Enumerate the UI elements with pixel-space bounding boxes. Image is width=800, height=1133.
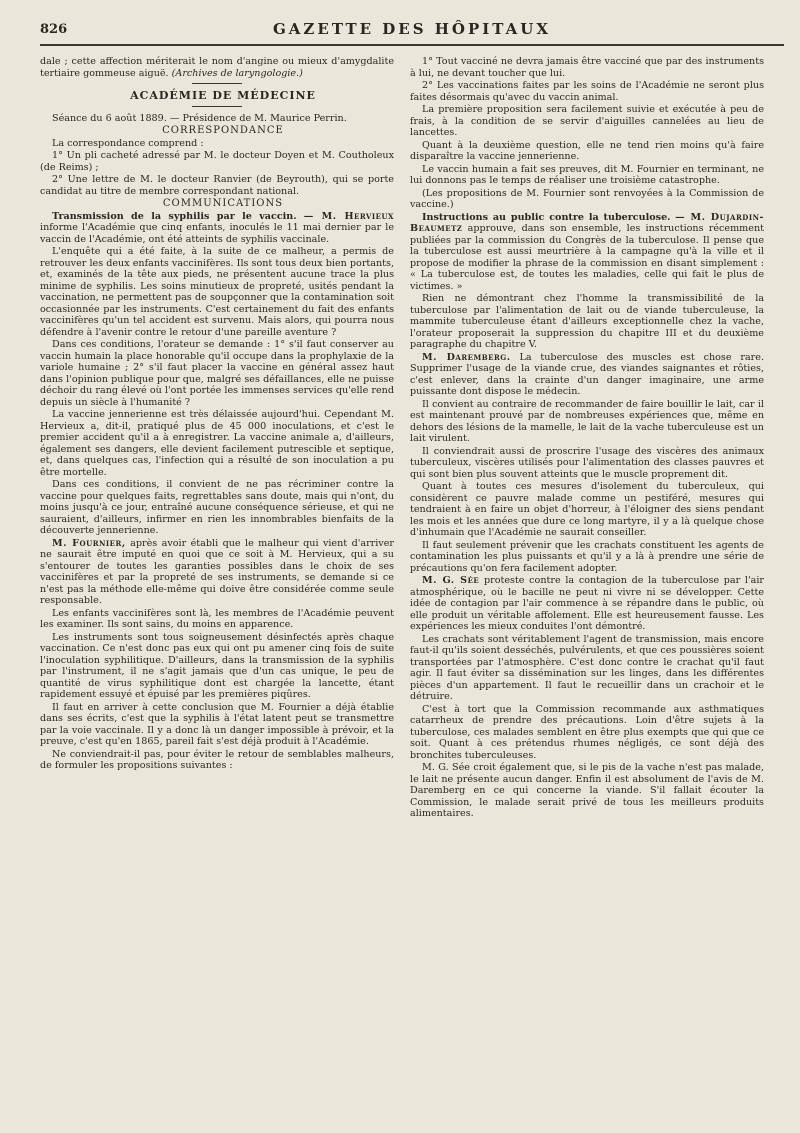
article-heading: Transmission de la syphilis par le vaccin. <box>52 210 297 222</box>
source-citation: (Archives de laryngologie.) <box>171 67 303 79</box>
paragraph: Dans ces conditions, il convient de ne pas récriminer contre la vaccine pour quelques faits, regrettables sans doute, mais qui n'ont, du moins jusqu'à ce jour, entraîné aucune conséquence sérieuse, et qui ne sauraient, d'ailleurs, infirmer en rien les innombrables bienfaits de la découverte jennerienne. <box>40 479 394 536</box>
list-item: 2° Une lettre de M. le docteur Ranvier (de Beyrouth), qui se porte candidat au titre de membre correspondant national. <box>40 174 394 197</box>
speaker-name: — M. Hervieux <box>303 210 394 222</box>
speaker-name: — M. Dujardin-Beaumetz <box>410 211 764 234</box>
speaker-name: M. Fournier, <box>52 537 126 549</box>
divider <box>192 83 242 84</box>
subsection-title-correspondance: CORRESPONDANCE <box>162 125 284 136</box>
paragraph-see: M. G. Sée proteste contre la contagion de la tuberculose par l'air atmosphérique, où le bacille ne peut ni vivre ni se développer. Cette idée de contagion par l'air commence à se répandre dans le public, où elle produit un véritable affolement. Elle est heureusement fausse. Les expériences les mieux conduites l'ont démontré. <box>410 575 764 632</box>
subsection-title-communications: COMMUNICATIONS <box>162 198 284 209</box>
paragraph: Il convient au contraire de recommander de faire bouillir le lait, car il est maintenant prouvé par de nombreuses expériences que, même en dehors des lésions de la mamelle, le lait de la vache tuberculeuse est un lait virulent. <box>410 398 764 444</box>
paragraph-fournier: M. Fournier, après avoir établi que le malheur qui vient d'arriver ne saurait être imputé en quoi que ce soit à M. Hervieux, qui a su s'entourer de toutes les garanties possibles dans le choix de ses vaccinifères et par la propreté de ses instruments, se demande si ce n'est pas la méthode elle-même qui doive être considérée comme seule responsable. <box>40 537 394 606</box>
paragraph: Il faut seulement prévenir que les crachats constituent les agents de contamination les plus puissants et qu'il y a là à prendre une série de précautions qu'on fera facilement adopter. <box>410 539 764 574</box>
left-column <box>40 56 394 773</box>
paragraph: Ne conviendrait-il pas, pour éviter le retour de semblables malheurs, de formuler les propositions suivantes : <box>40 748 394 771</box>
paragraph-daremberg: M. Daremberg. La tuberculose des muscles est chose rare. Supprimer l'usage de la viande crue, des viandes saignantes et rôties, c'est enlever, dans la crainte d'un danger imaginaire, une arme puissante dont dispose le médecin. <box>410 351 764 397</box>
paragraph: Le vaccin humain a fait ses preuves, dit M. Fournier en terminant, ne lui donnons pas le temps de réaliser une troisième catastrophe. <box>410 163 764 186</box>
running-title: GAZETTE DES HÔPITAUX <box>272 20 551 38</box>
paragraph: La correspondance comprend : <box>52 137 204 149</box>
paragraph: L'enquête qui a été faite, à la suite de ce malheur, a permis de retrouver les deux enfants vaccinifères. Ils sont tous deux bien portants, et, examinés de la tête aux pieds, ne présentent aucune trace la plus minime de syphilis. Les soins minutieux de propreté, usités pendant la vaccination, ne permettent pas de soupçonner que la contamination soit occasionnée par les instruments. C'est certainement du fait des enfants vaccinifères qu'un tel accident est survenu. Mais alors, qui pourra nous défendre à l'avenir contre le retour d'une pareille aventure ? <box>40 246 394 338</box>
section-title-academie: ACADÉMIE DE MÉDECINE <box>130 89 316 102</box>
list-item: 1° Tout vacciné ne devra jamais être vacciné que par des instruments à lui, ne devant toucher que lui. <box>410 56 764 79</box>
paragraph: dale ; cette affection mériterait le nom d'angine ou mieux d'amygdalite tertiaire gommeuse aiguë. (Archives de laryngologie.) <box>40 56 394 79</box>
paragraph: Les enfants vaccinifères sont là, les membres de l'Académie peuvent les examiner. Ils sont sains, du moins en apparence. <box>40 607 394 630</box>
paragraph: (Les propositions de M. Fournier sont renvoyées à la Commission de vaccine.) <box>410 187 764 210</box>
session-line: Séance du 6 août 1889. — Présidence de M. Maurice Perrin. <box>52 112 347 124</box>
paragraph: C'est à tort que la Commission recommande aux asthmatiques catarrheux de prendre des précautions. Loin d'être sujets à la tuberculose, ces malades semblent en être plus exempts que qui que ce soit. Quant à ces prétendus rhumes négligés, ce sont déjà des bronchites tuberculeuses. <box>410 703 764 761</box>
page-number: 826 <box>40 22 68 37</box>
paragraph: Rien ne démontrant chez l'homme la transmissibilité de la tuberculose par l'alimentation de lait ou de viande tuberculeuse, la mammite tuberculeuse étant d'ailleurs exceptionnelle chez la vache, l'orateur proposerait la suppression du chapitre III et du deuxième paragraphe du chapitre V. <box>410 293 764 350</box>
paragraph: M. G. Sée croit également que, si le pis de la vache n'est pas malade, le lait ne présente aucun danger. Enfin il est absolument de l'avis de M. Daremberg en ce qui concerne la viande. S'il fallait écouter la Commission, le malade serait privé de tous les meilleurs produits alimentaires. <box>410 762 764 819</box>
paragraph-instructions: Instructions au public contre la tuberculose. — M. Dujardin-Beaumetz approuve, dans son ensemble, les instructions récemment publiées par la commission du Congrès de la tuberculose. Il pense que la tuberculose est aussi meurtrière à la campagne qu'à la ville et il propose de modifier la phrase de la commission en disant simplement : « La tuberculose est, de toutes les maladies, celle qui fait le plus de victimes. » <box>410 211 764 292</box>
list-item: 2° Les vaccinations faites par les soins de l'Académie ne seront plus faites désormais qu'avec du vaccin animal. <box>410 80 764 103</box>
page-header <box>40 18 784 46</box>
paragraph: Quant à toutes ces mesures d'isolement du tuberculeux, qui considèrent ce pauvre malade comme un pestiféré, mesures qui tendraient à en faire un objet d'horreur, à l'éloigner des siens pendant les mois et les années que dure ce long martyre, il y a là quelque chose d'inhumain que l'Académie ne saurait conseiller. <box>410 481 764 538</box>
speaker-name: M. G. Sée <box>422 575 480 586</box>
paragraph: La vaccine jennerienne est très délaissée aujourd'hui. Cependant M. Hervieux a, dit-il, pratiqué plus de 45 000 inoculations, et c'est le premier accident qu'il a à enregistrer. La vaccine animale a, d'ailleurs, également ses dangers, elle devient facilement putrescible et septique, et, dans quelques cas, l'infection qui a résulté de son inoculation a pu être mortelle. <box>40 409 394 478</box>
article-heading: Instructions au public contre la tuberculose. <box>422 211 671 223</box>
list-item: 1° Un pli cacheté adressé par M. le docteur Doyen et M. Coutholeux (de Reims) ; <box>40 150 394 173</box>
paragraph: Les instruments sont tous soigneusement désinfectés après chaque vaccination. Ce n'est donc pas eux qui ont pu amener cinq fois de suite l'inoculation syphilitique. D'ailleurs, dans la transmission de la syphilis par l'instrument, il ne s'agit jamais que d'un cas unique, le peu de quantité de virus syphilitique dont est chargée la lancette, étant rapidement essuyé et épuisé par les premières piqûres. <box>40 631 394 700</box>
speaker-name: M. Daremberg. <box>422 351 511 363</box>
paragraph: Il conviendrait aussi de proscrire l'usage des viscères des animaux tuberculeux, viscères utilisés pour l'alimentation des classes pauvres et qui sont bien plus souvent atteints que le muscle proprement dit. <box>410 445 764 480</box>
divider <box>192 106 242 107</box>
paragraph: Dans ces conditions, l'orateur se demande : 1° s'il faut conserver au vaccin humain la place honorable qu'il occupe dans la prophylaxie de la variole humaine ; 2° s'il faut placer la vaccine en général assez haut dans l'opinion publique pour que, malgré ses défaillances, elle ne puisse déchoir du rang élevé où l'ont portée les immenses services qu'elle rend depuis un siècle à l'humanité ? <box>40 339 394 408</box>
paragraph: Il faut en arriver à cette conclusion que M. Fournier a déjà établie dans ses écrits, c'est que la syphilis à l'état latent peut se transmettre par la voie vaccinale. Il y a donc là un danger impossible à prévoir, et la preuve, c'est qu'en 1865, pareil fait s'est déjà produit à l'Académie. <box>40 701 394 747</box>
right-column <box>410 56 764 821</box>
paragraph: Les crachats sont véritablement l'agent de transmission, mais encore faut-il qu'ils soient desséchés, pulvérulents, et que ces poussières soient transportées par l'atmosphère. C'est donc contre le crachat qu'il faut agir. Il faut éviter sa dissémination sur les linges, dans les différentes pièces d'un appartement. Il faut le recueillir dans un crachoir et le détruire. <box>410 633 764 702</box>
paragraph: Quant à la deuxième question, elle ne tend rien moins qu'à faire disparaître la vaccine jennerienne. <box>410 139 764 162</box>
paragraph-transmission: Transmission de la syphilis par le vaccin. — M. Hervieux informe l'Académie que cinq enfants, inoculés le 11 mai dernier par le vaccin de l'Académie, ont été atteints de syphilis vaccinale. <box>40 210 394 245</box>
paragraph: La première proposition sera facilement suivie et exécutée à peu de frais, à la condition de se servir d'aiguilles cannelées au lieu de lancettes. <box>410 104 764 138</box>
